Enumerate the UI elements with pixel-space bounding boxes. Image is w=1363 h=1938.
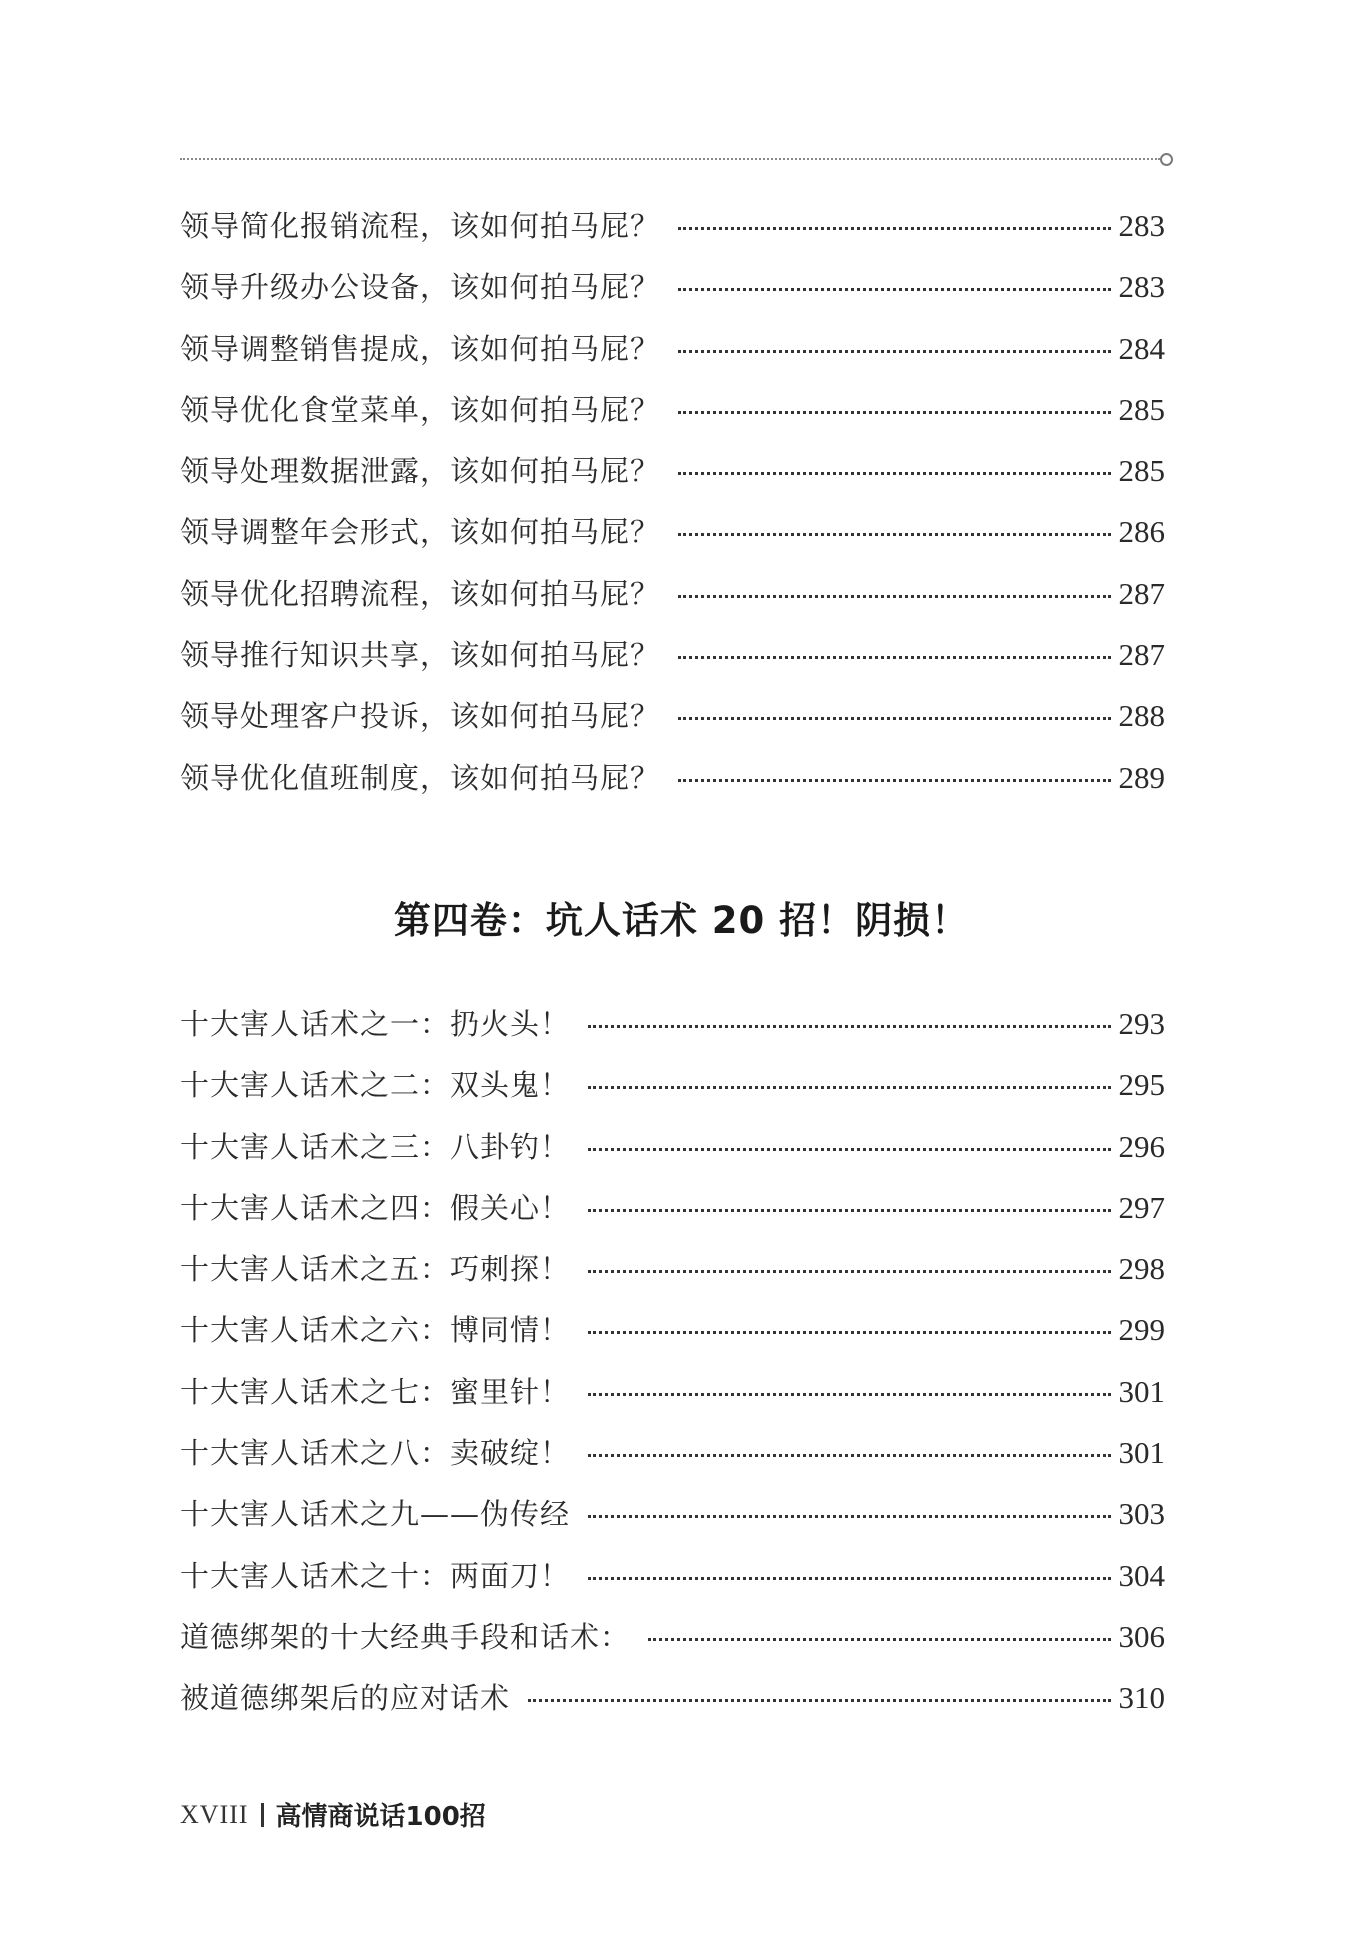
toc-entry-title: 十大害人话术之一：扔火头！ — [180, 1007, 571, 1041]
toc-entry[interactable] — [180, 572, 1165, 633]
page-footer — [180, 1796, 486, 1833]
toc-entry[interactable] — [180, 327, 1165, 388]
toc-entry-page-number: 295 — [1118, 1067, 1165, 1103]
toc-entry-title: 十大害人话术之四：假关心！ — [180, 1190, 571, 1225]
toc-list-part3-continued — [180, 204, 1165, 817]
dot-leader — [588, 1025, 1110, 1028]
dot-leader — [588, 1454, 1110, 1457]
toc-entry-title: 被道德绑架后的应对话术 — [180, 1681, 511, 1716]
toc-entry-title: 领导推行知识共享，该如何拍马屁？ — [180, 638, 661, 673]
dot-leader — [678, 411, 1110, 414]
dot-leader — [678, 595, 1110, 598]
toc-entry-page-number: 301 — [1118, 1373, 1165, 1409]
toc-entry[interactable] — [180, 388, 1165, 449]
toc-list-part4 — [180, 1002, 1165, 1738]
toc-entry-page-number: 306 — [1118, 1618, 1165, 1654]
toc-entry-title: 领导优化食堂菜单，该如何拍马屁？ — [180, 392, 661, 427]
toc-entry-title: 领导优化招聘流程，该如何拍马屁？ — [180, 576, 661, 611]
toc-entry-title: 领导升级办公设备，该如何拍马屁？ — [180, 270, 661, 305]
header-dotted-rule — [180, 158, 1160, 160]
toc-entry[interactable] — [180, 1125, 1165, 1186]
toc-entry[interactable] — [180, 265, 1165, 326]
toc-entry[interactable] — [180, 633, 1165, 694]
toc-entry-title: 十大害人话术之九——伪传经 — [180, 1497, 571, 1532]
toc-entry-title: 十大害人话术之六：博同情！ — [180, 1313, 571, 1348]
dot-leader — [678, 533, 1110, 536]
footer-separator — [261, 1803, 264, 1827]
toc-entry-title: 十大害人话术之十：两面刀！ — [180, 1558, 571, 1593]
dot-leader — [678, 288, 1110, 291]
dot-leader — [678, 350, 1110, 353]
toc-entry-page-number: 293 — [1118, 1006, 1165, 1041]
toc-entry-title: 领导调整年会形式，该如何拍马屁？ — [180, 515, 661, 550]
toc-entry-title: 领导处理客户投诉，该如何拍马屁？ — [180, 699, 661, 734]
toc-entry-page-number: 286 — [1118, 514, 1165, 550]
dot-leader — [588, 1209, 1110, 1212]
toc-entry-title: 十大害人话术之八：卖破绽！ — [180, 1436, 571, 1471]
toc-entry[interactable] — [180, 1002, 1165, 1063]
footer-book-title: 高情商说话100招 — [275, 1802, 486, 1832]
header-rule-end-circle — [1160, 153, 1173, 166]
toc-entry[interactable] — [180, 1370, 1165, 1431]
dot-leader — [648, 1638, 1110, 1641]
toc-entry-page-number: 287 — [1118, 575, 1165, 611]
toc-entry-page-number: 301 — [1118, 1435, 1165, 1471]
section-heading: 第四卷：坑人话术 20 招！阴损！ — [393, 899, 970, 942]
toc-entry[interactable] — [180, 756, 1165, 817]
toc-entry-page-number: 287 — [1118, 637, 1165, 673]
toc-entry[interactable] — [180, 1308, 1165, 1369]
toc-entry-page-number: 283 — [1118, 208, 1165, 243]
dot-leader — [588, 1515, 1110, 1518]
toc-entry-title: 领导优化值班制度，该如何拍马屁？ — [180, 760, 661, 795]
dot-leader — [678, 472, 1110, 475]
toc-entry-title: 十大害人话术之五：巧刺探！ — [180, 1252, 571, 1287]
toc-entry-page-number: 289 — [1118, 759, 1165, 795]
toc-entry[interactable] — [180, 510, 1165, 571]
toc-entry-page-number: 297 — [1118, 1189, 1165, 1225]
dot-leader — [588, 1270, 1110, 1273]
toc-entry-page-number: 303 — [1118, 1496, 1165, 1532]
toc-entry[interactable] — [180, 1431, 1165, 1492]
toc-entry[interactable] — [180, 1186, 1165, 1247]
toc-entry[interactable] — [180, 1247, 1165, 1308]
toc-entry-page-number: 285 — [1118, 391, 1165, 427]
footer-page-number: XVIII — [180, 1799, 249, 1829]
toc-entry-page-number: 284 — [1118, 330, 1165, 366]
toc-entry[interactable] — [180, 1676, 1165, 1737]
toc-entry-title: 道德绑架的十大经典手段和话术： — [180, 1619, 631, 1654]
toc-entry[interactable] — [180, 1063, 1165, 1124]
dot-leader — [588, 1331, 1110, 1334]
toc-entry-title: 领导简化报销流程，该如何拍马屁？ — [180, 209, 661, 243]
dot-leader — [588, 1393, 1110, 1396]
dot-leader — [678, 656, 1110, 659]
toc-entry-title: 十大害人话术之二：双头鬼！ — [180, 1068, 571, 1103]
dot-leader — [678, 227, 1110, 230]
toc-entry-page-number: 283 — [1118, 269, 1165, 305]
toc-entry-page-number: 285 — [1118, 453, 1165, 489]
toc-entry[interactable] — [180, 204, 1165, 265]
toc-entry-page-number: 310 — [1118, 1680, 1165, 1716]
toc-entry-page-number: 299 — [1118, 1312, 1165, 1348]
toc-entry[interactable] — [180, 1492, 1165, 1553]
toc-entry[interactable] — [180, 694, 1165, 755]
dot-leader — [588, 1577, 1110, 1580]
toc-entry-page-number: 304 — [1118, 1557, 1165, 1593]
toc-entry-title: 十大害人话术之三：八卦钓！ — [180, 1129, 571, 1164]
toc-entry-page-number: 298 — [1118, 1251, 1165, 1287]
dot-leader — [678, 717, 1110, 720]
dot-leader — [528, 1699, 1110, 1702]
dot-leader — [588, 1148, 1110, 1151]
toc-entry-page-number: 296 — [1118, 1128, 1165, 1164]
toc-entry[interactable] — [180, 1615, 1165, 1676]
toc-entry-title: 领导调整销售提成，该如何拍马屁？ — [180, 331, 661, 366]
dot-leader — [678, 779, 1110, 782]
toc-entry-title: 领导处理数据泄露，该如何拍马屁？ — [180, 454, 661, 489]
toc-entry-page-number: 288 — [1118, 698, 1165, 734]
dot-leader — [588, 1086, 1110, 1089]
toc-entry-title: 十大害人话术之七：蜜里针！ — [180, 1374, 571, 1409]
toc-entry[interactable] — [180, 449, 1165, 510]
toc-entry[interactable] — [180, 1554, 1165, 1615]
